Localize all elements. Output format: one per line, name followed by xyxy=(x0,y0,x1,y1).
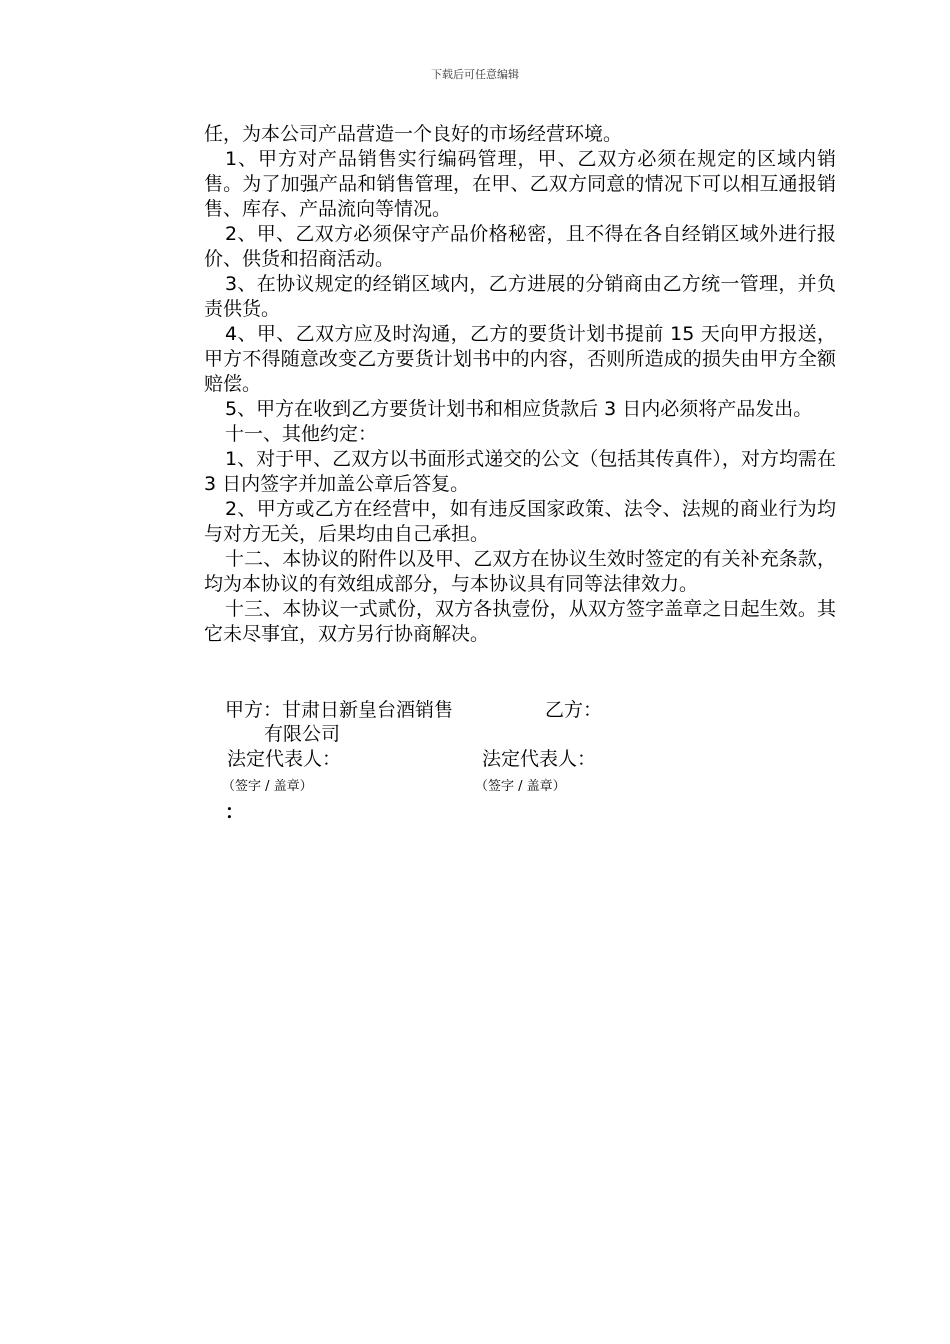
paragraph: 任，为本公司产品营造一个良好的市场经营环境。 xyxy=(204,123,623,145)
party-a-label: 甲方：甘肃日新皇台酒销售 xyxy=(225,699,454,721)
paragraph: 1、甲方对产品销售实行编码管理，甲、乙双方必须在规定的区域内销售。为了加强产品和销售管理，在甲、乙双方同意的情况下可以相互通报销售、库存、产品流向等情况。 xyxy=(204,148,836,220)
party-a-sign-note: （签字 / 盖章） xyxy=(222,779,313,794)
paragraph: 1、对于甲、乙双方以书面形式递交的公文（包括其传真件），对方均需在 3 日内签字并加盖公章后答复。 xyxy=(204,448,836,495)
paragraph: 十一、其他约定： xyxy=(225,423,378,445)
trailing-colon: ： xyxy=(225,801,245,823)
paragraph: 4、甲、乙双方应及时沟通，乙方的要货计划书提前 15 天向甲方报送，甲方不得随意改变乙方要货计划书中的内容，否则所造成的损失由甲方全额赔偿。 xyxy=(204,323,836,395)
paragraph: 十三、本协议一式贰份，双方各执壹份，从双方签字盖章之日起生效。其它未尽事宜，双方另行协商解决。 xyxy=(204,598,836,645)
party-a-label-cont: 有限公司 xyxy=(264,723,341,745)
paragraph: 5、甲方在收到乙方要货计划书和相应货款后 3 日内必须将产品发出。 xyxy=(225,398,813,420)
paragraph: 3、在协议规定的经销区域内，乙方进展的分销商由乙方统一管理，并负责供货。 xyxy=(204,273,836,320)
paragraph: 2、甲、乙双方必须保守产品价格秘密，且不得在各自经销区域外进行报价、供货和招商活动。 xyxy=(204,223,836,270)
page-header: 下载后可任意编辑 xyxy=(431,68,519,81)
paragraph: 十二、本协议的附件以及甲、乙双方在协议生效时签定的有关补充条款，均为本协议的有效组成部分，与本协议具有同等法律效力。 xyxy=(204,548,836,595)
party-b-representative: 法定代表人： xyxy=(482,748,597,770)
party-b-label: 乙方： xyxy=(545,699,603,721)
document-body xyxy=(204,122,836,647)
paragraph: 2、甲方或乙方在经营中，如有违反国家政策、法令、法规的商业行为均与对方无关，后果均由自己承担。 xyxy=(204,498,836,545)
party-b-sign-note: （签字 / 盖章） xyxy=(475,779,566,794)
party-a-representative: 法定代表人： xyxy=(227,748,342,770)
